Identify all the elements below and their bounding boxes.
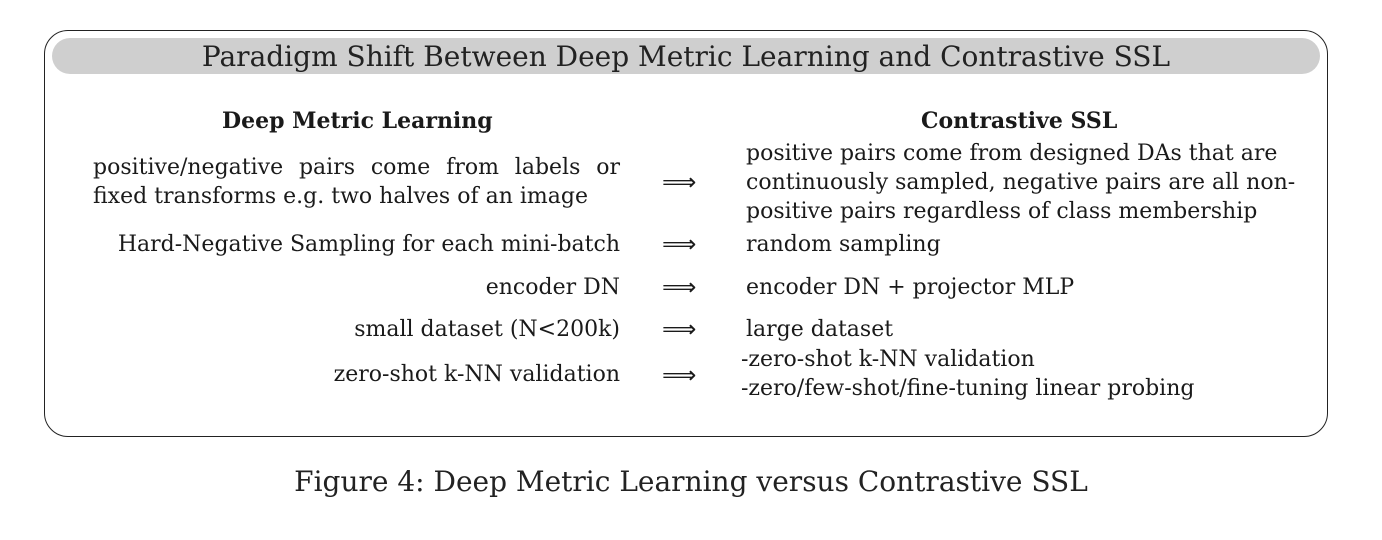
right-cell bbox=[741, 345, 1194, 403]
right-column-heading: Contrastive SSL bbox=[921, 108, 1118, 134]
left-cell: zero-shot k-NN validation bbox=[333, 362, 620, 387]
right-line: positive pairs regardless of class membership bbox=[746, 199, 1258, 224]
left-line: fixed transforms e.g. two halves of an image bbox=[93, 184, 588, 209]
right-cell: random sampling bbox=[746, 232, 941, 257]
implies-arrow-icon: ⟹ bbox=[662, 361, 697, 389]
box-title: Paradigm Shift Between Deep Metric Learning and Contrastive SSL bbox=[52, 38, 1320, 74]
implies-arrow-icon: ⟹ bbox=[662, 230, 697, 258]
right-cell: encoder DN + projector MLP bbox=[746, 275, 1075, 300]
left-column-heading: Deep Metric Learning bbox=[222, 108, 493, 134]
implies-arrow-icon: ⟹ bbox=[662, 273, 697, 301]
right-line: -zero/few-shot/fine-tuning linear probing bbox=[741, 376, 1195, 401]
right-cell bbox=[746, 139, 1295, 226]
left-cell: encoder DN bbox=[485, 275, 620, 300]
right-line: positive pairs come from designed DAs that are bbox=[746, 141, 1278, 166]
right-line: -zero-shot k-NN validation bbox=[741, 347, 1035, 372]
left-cell: Hard-Negative Sampling for each mini-batch bbox=[117, 232, 620, 257]
right-cell: large dataset bbox=[746, 317, 894, 342]
left-cell: small dataset (N<200k) bbox=[354, 317, 620, 342]
implies-arrow-icon: ⟹ bbox=[662, 315, 697, 343]
left-cell bbox=[93, 153, 620, 211]
left-line: positive/negative pairs come from labels or bbox=[93, 155, 620, 180]
figure-caption: Figure 4: Deep Metric Learning versus Contrastive SSL bbox=[294, 465, 1088, 498]
right-line: continuously sampled, negative pairs are all non- bbox=[746, 170, 1296, 195]
implies-arrow-icon: ⟹ bbox=[662, 168, 697, 196]
